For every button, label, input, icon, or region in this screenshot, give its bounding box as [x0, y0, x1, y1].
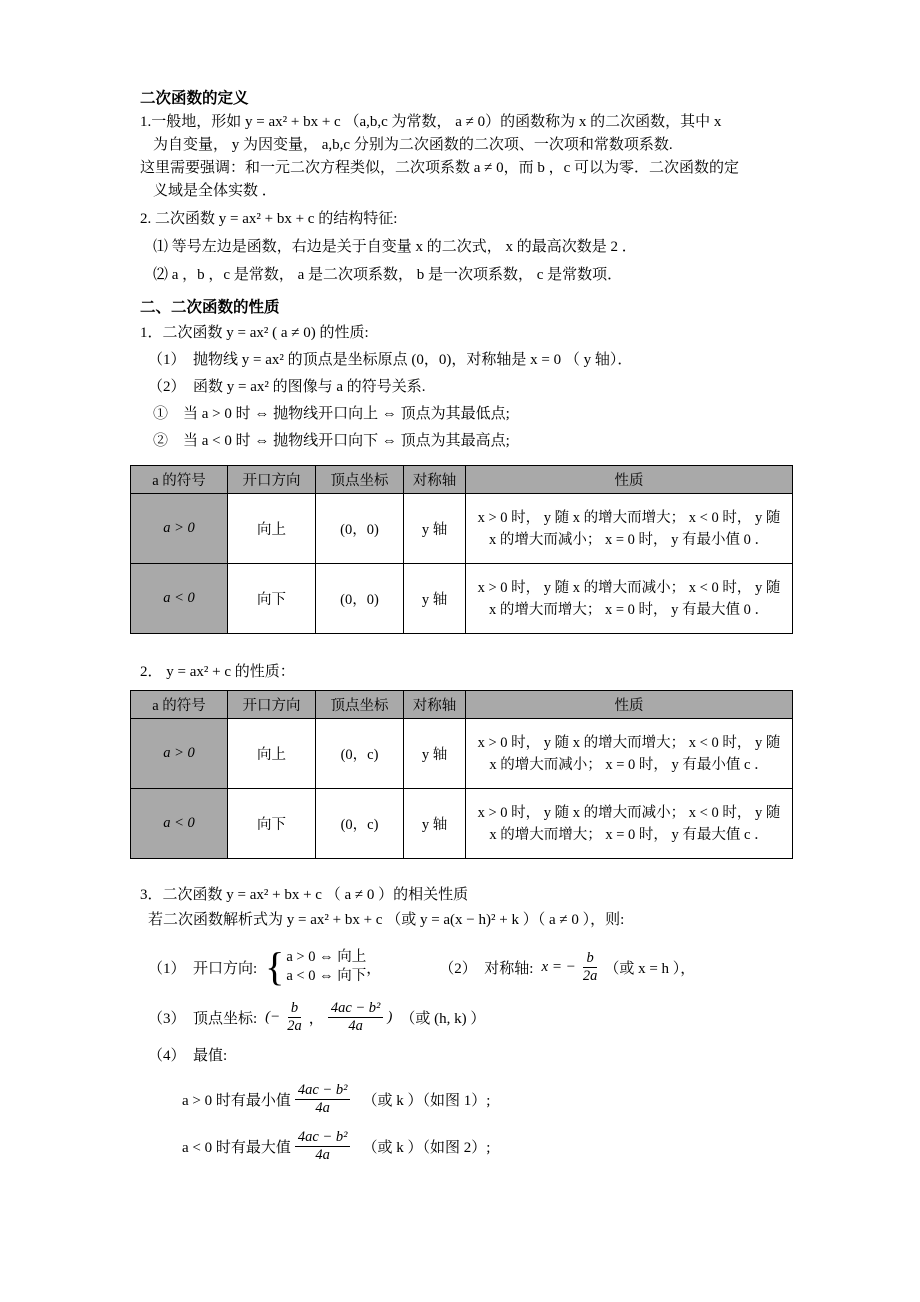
- table1-header-row: [131, 466, 793, 494]
- table1-header-axis: 对称轴: [404, 466, 466, 494]
- left-brace-icon: {: [265, 944, 285, 989]
- fraction-denominator: 4a: [315, 1147, 330, 1163]
- table1-cell-properties-2: x > 0 时， y 随 x 的增大而减小； x < 0 时， y 随 x 的增大而增大； x = 0 时， y 有最大值 0 ．: [466, 564, 793, 634]
- table2-header-direction: 开口方向: [228, 691, 316, 719]
- table-ax2-plus-c-properties: [130, 690, 793, 859]
- item2-tail: （或 x = h ），: [604, 960, 696, 977]
- fraction-numerator: 4ac − b²: [295, 1082, 351, 1100]
- max-value-tail: （或 k ）（如图 2）;: [362, 1140, 491, 1156]
- table1-row-a-negative: [131, 564, 793, 634]
- item3-tail: （或 (h, k) ）: [400, 1011, 486, 1027]
- table2-header-row: [131, 691, 793, 719]
- table2-header-properties: 性质: [466, 691, 793, 719]
- table1-header-properties: 性质: [466, 466, 793, 494]
- section3-heading: 3．二次函数 y = ax² + bx + c （ a ≠ 0 ）的相关性质: [140, 887, 469, 903]
- section3-intro: 若二次函数解析式为 y = ax² + bx + c （或 y = a(x − h)² + k ）（ a ≠ 0 ），则:: [148, 912, 625, 928]
- fraction-numerator: 4ac − b²: [295, 1129, 351, 1147]
- table2-cell-direction-down: 向下: [228, 789, 316, 859]
- structure-heading-line: 2. 二次函数 y = ax² + bx + c 的结构特征:: [140, 211, 398, 227]
- table1-cell-direction-down: 向下: [228, 564, 316, 634]
- structure-item-1: ⑴ 等号左边是函数，右边是关于自变量 x 的二次式， x 的最高次数是 2 ．: [153, 239, 637, 255]
- definition-line-2: 为自变量， y 为因变量， a,b,c 分别为二次函数的二次项、一次项和常数项系数.: [153, 137, 673, 153]
- table1-cell-vertex-2: (0，0): [316, 564, 404, 634]
- document-content: [140, 86, 800, 1164]
- section2-line-1: 1．二次函数 y = ax² ( a ≠ 0) 的性质:: [140, 325, 369, 341]
- definition-line-3: 这里需要强调：和一元二次方程类似，二次项系数 a ≠ 0，而 b ，c 可以为零．二次函数的定: [140, 160, 740, 176]
- table2-cell-sign-negative: a < 0: [131, 789, 228, 859]
- table2-cell-sign-positive: a > 0: [131, 719, 228, 789]
- table2-cell-vertex-1: (0，c): [316, 719, 404, 789]
- fraction-vertex-x: [284, 1000, 305, 1035]
- section1-title: 二次函数的定义: [140, 90, 249, 107]
- table2-row-a-negative: [131, 789, 793, 859]
- fraction-min-value: [295, 1082, 351, 1117]
- section2-bullet-1: ① 当 a > 0 时 ⇔ 抛物线开口向上 ⇔ 顶点为其最低点;: [153, 406, 510, 422]
- max-value-line: [182, 1129, 800, 1164]
- vertex-separator: ，: [308, 1011, 324, 1027]
- table1-row-a-positive: [131, 494, 793, 564]
- fraction-denominator: 2a: [582, 967, 598, 984]
- vertex-close-paren: ): [387, 1009, 393, 1025]
- min-value-line: [182, 1082, 800, 1117]
- table2-cell-axis-1: y 轴: [404, 719, 466, 789]
- fraction-vertex-y: [328, 1000, 384, 1035]
- table2-header-vertex: 顶点坐标: [316, 691, 404, 719]
- axis-formula-pre: x = −: [541, 958, 576, 975]
- section3-item-4-label: （4） 最值:: [148, 1048, 228, 1064]
- fraction-denominator: 4a: [348, 1018, 363, 1034]
- fraction-b-over-2a: [580, 950, 601, 985]
- item3-label: （3） 顶点坐标:: [148, 1011, 258, 1027]
- case-a-negative: a < 0 ⇔ 向下: [286, 968, 367, 984]
- table2-cell-vertex-2: (0，c): [316, 789, 404, 859]
- vertex-open-paren: (−: [265, 1009, 281, 1025]
- section2-line-2: （1） 抛物线 y = ax² 的顶点是坐标原点 (0，0)，对称轴是 x = 0 （ y 轴）．: [148, 352, 633, 368]
- fraction-numerator: 4ac − b²: [328, 1000, 384, 1018]
- table1-header-direction: 开口方向: [228, 466, 316, 494]
- fraction-max-value: [295, 1129, 351, 1164]
- item2-label: （2） 对称轴:: [439, 960, 534, 977]
- fraction-numerator: b: [288, 1000, 301, 1018]
- table1-cell-direction-up: 向上: [228, 494, 316, 564]
- item1-tail: ，: [366, 960, 382, 977]
- section2-bullet-2: ② 当 a < 0 时 ⇔ 抛物线开口向下 ⇔ 顶点为其最高点;: [153, 433, 510, 449]
- min-value-pre: a > 0 时有最小值: [182, 1093, 291, 1109]
- table2-header-axis: 对称轴: [404, 691, 466, 719]
- table2-row-a-positive: [131, 719, 793, 789]
- definition-line-1: 1.一般地，形如 y = ax² + bx + c （a,b,c 为常数， a ≠ 0）的函数称为 x 的二次函数，其中 x: [140, 114, 722, 130]
- direction-cases: [286, 948, 366, 986]
- definition-line-4: 义域是全体实数 ．: [153, 183, 277, 199]
- case-a-positive: a > 0 ⇔ 向上: [286, 949, 367, 965]
- section3-item-3: [140, 1000, 800, 1035]
- table1-cell-vertex-1: (0，0): [316, 494, 404, 564]
- table-ax2-properties: [130, 465, 793, 634]
- table2-header-a-sign: a 的符号: [131, 691, 228, 719]
- fraction-denominator: 4a: [315, 1100, 330, 1116]
- table1-cell-sign-negative: a < 0: [131, 564, 228, 634]
- section2-title: 二、二次函数的性质: [140, 299, 280, 316]
- table2-cell-properties-1: x > 0 时， y 随 x 的增大而增大； x < 0 时， y 随 x 的增大而减小； x = 0 时， y 有最小值 c ．: [466, 719, 793, 789]
- table1-cell-axis-1: y 轴: [404, 494, 466, 564]
- section3-item-1-2: [140, 946, 800, 988]
- structure-item-2: ⑵ a ，b ，c 是常数， a 是二次项系数， b 是一次项系数， c 是常数项．: [153, 267, 623, 283]
- section2-line-3: （2） 函数 y = ax² 的图像与 a 的符号关系.: [148, 379, 426, 395]
- table2-caption: 2． y = ax² + c 的性质：: [140, 664, 295, 680]
- table2-cell-properties-2: x > 0 时， y 随 x 的增大而减小； x < 0 时， y 随 x 的增大而增大； x = 0 时， y 有最大值 c ．: [466, 789, 793, 859]
- fraction-numerator: b: [583, 950, 596, 968]
- min-value-tail: （或 k ）（如图 1）;: [362, 1093, 491, 1109]
- table1-header-a-sign: a 的符号: [131, 466, 228, 494]
- table1-cell-axis-2: y 轴: [404, 564, 466, 634]
- table1-header-vertex: 顶点坐标: [316, 466, 404, 494]
- table2-cell-direction-up: 向上: [228, 719, 316, 789]
- item1-label: （1） 开口方向:: [148, 960, 258, 977]
- fraction-denominator: 2a: [287, 1018, 302, 1034]
- max-value-pre: a < 0 时有最大值: [182, 1140, 291, 1156]
- table1-cell-properties-1: x > 0 时， y 随 x 的增大而增大； x < 0 时， y 随 x 的增大而减小； x = 0 时， y 有最小值 0 ．: [466, 494, 793, 564]
- table1-cell-sign-positive: a > 0: [131, 494, 228, 564]
- table2-cell-axis-2: y 轴: [404, 789, 466, 859]
